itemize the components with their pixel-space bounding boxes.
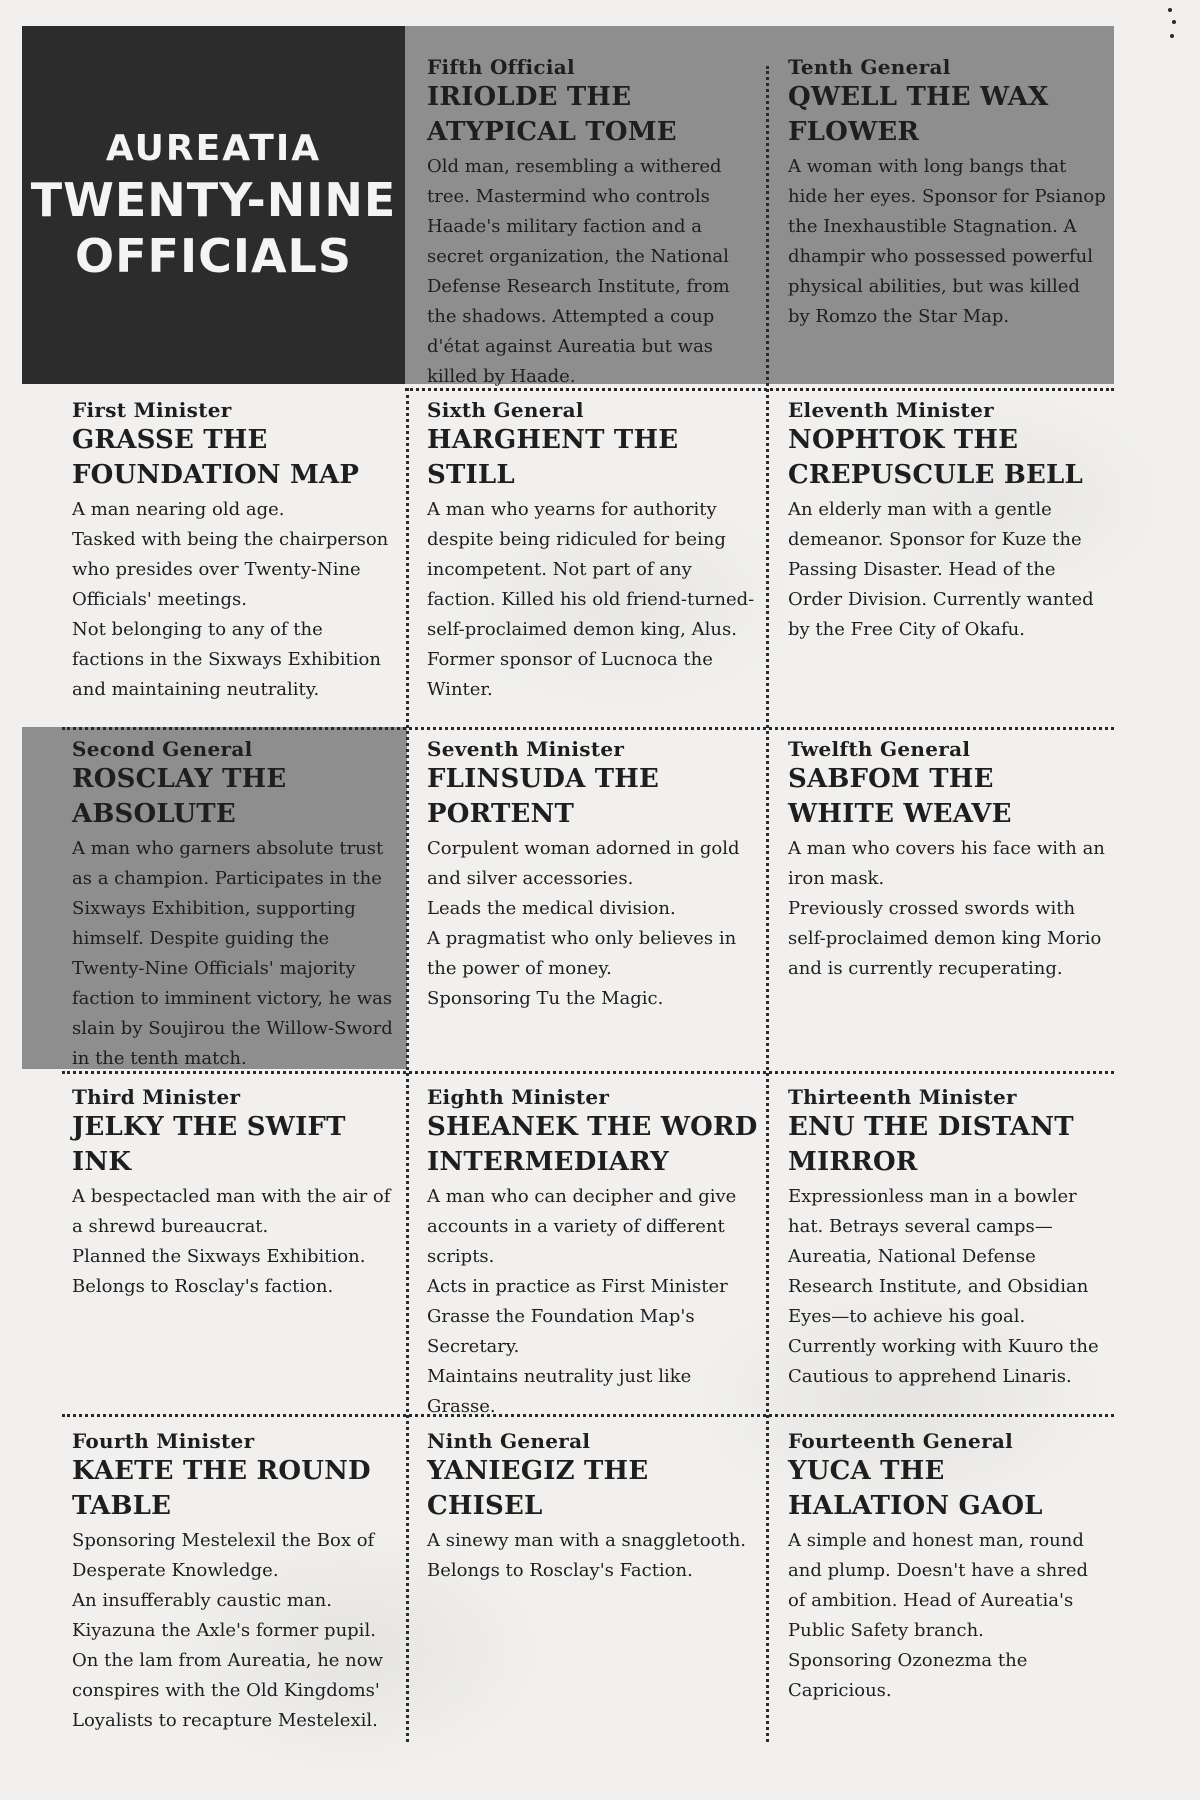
page-title-box: [22, 26, 405, 384]
ink-speck: [1170, 34, 1174, 38]
official-description: A man who can decipher and give accounts in a variety of different scripts. Acts in practice as First Minister Grasse the Foundation Map's Secretary. Maintains neutrality just like Grasse.: [427, 1186, 737, 1417]
official-name: ROSCLAY THE ABSOLUTE: [72, 764, 287, 829]
official-description: A man who garners absolute trust as a champion. Participates in the Sixways Exhibition, supporting himself. Despite guiding the Twenty-Nine Officials' majority faction to imminent victory, he was slain by Soujirou the Willow-Sword in the tenth match.: [72, 838, 393, 1069]
official-card: [768, 708, 1114, 1068]
official-name: SHEANEK THE WORD INTERMEDIARY: [427, 1112, 758, 1177]
official-card: [407, 26, 766, 387]
official-name: GRASSE THE FOUNDATION MAP: [72, 425, 360, 490]
official-name: NOPHTOK THE CREPUSCULE BELL: [788, 425, 1083, 490]
official-description: A woman with long bangs that hide her eyes. Sponsor for Psianop the Inexhaustible Stagnation. A dhampir who possessed powerful physical abilities, but was killed by Romzo the Star Map.: [788, 156, 1106, 327]
official-role: First Minister: [72, 398, 232, 422]
official-description: A bespectacled man with the air of a shrewd bureaucrat. Planned the Sixways Exhibition. Belongs to Rosclay's faction.: [72, 1186, 391, 1297]
title-line-2: TWENTY-NINE: [30, 173, 397, 227]
official-role: Ninth General: [427, 1429, 591, 1453]
official-description: A man who yearns for authority despite being ridiculed for being incompetent. Not part of any faction. Killed his old friend-turned-self-proclaimed demon king, Alus. Former sponsor of Lucnoca the Winter.: [427, 499, 755, 700]
official-role: Seventh Minister: [427, 737, 625, 761]
official-name: IRIOLDE THE ATYPICAL TOME: [427, 82, 677, 147]
title-line-3: OFFICIALS: [75, 229, 352, 283]
official-card: [768, 1400, 1114, 1750]
officials-page: [22, 26, 1114, 1750]
official-role: Fourteenth General: [788, 1429, 1014, 1453]
official-name: FLINSUDA THE PORTENT: [427, 764, 660, 829]
official-role: Fourth Minister: [72, 1429, 255, 1453]
official-description: Sponsoring Mestelexil the Box of Desperate Knowledge. An insufferably caustic man. Kiyazuna the Axle's former pupil. On the lam from Aureatia, he now conspires with the Old Kingdoms' Loyalists to recapture Mestelexil.: [72, 1530, 383, 1731]
official-role: Twelfth General: [788, 737, 971, 761]
official-description: A sinewy man with a snaggletooth. Belongs to Rosclay's Faction.: [427, 1530, 747, 1581]
official-card: [22, 1400, 406, 1750]
official-name: SABFOM THE WHITE WEAVE: [788, 764, 1012, 829]
official-name: QWELL THE WAX FLOWER: [788, 82, 1049, 147]
official-card: [22, 708, 406, 1068]
official-description: A man nearing old age. Tasked with being the chairperson who presides over Twenty-Nine Officials' meetings. Not belonging to any of the factions in the Sixways Exhibition and maintaining neutrality.: [72, 499, 389, 700]
official-card: [768, 26, 1114, 384]
official-card: [22, 1056, 406, 1414]
official-card: [407, 1400, 766, 1750]
official-description: An elderly man with a gentle demeanor. Sponsor for Kuze the Passing Disaster. Head of the Order Division. Currently wanted by the Free City of Okafu.: [788, 499, 1094, 640]
official-card: [407, 708, 766, 1068]
official-role: Second General: [72, 737, 253, 761]
official-role: Eleventh Minister: [788, 398, 994, 422]
official-name: JELKY THE SWIFT INK: [72, 1112, 346, 1177]
official-description: Expressionless man in a bowler hat. Betrays several camps—Aureatia, National Defense Research Institute, and Obsidian Eyes—to achieve his goal. Currently working with Kuuro the Cautious to apprehend Linaris.: [788, 1186, 1099, 1387]
official-card: [407, 369, 766, 727]
title-line-1: AUREATIA: [105, 128, 322, 169]
ink-speck: [1168, 8, 1172, 12]
official-role: Thirteenth Minister: [788, 1085, 1017, 1109]
official-role: Fifth Official: [427, 55, 575, 79]
official-description: A man who covers his face with an iron mask. Previously crossed swords with self-proclaimed demon king Morio and is currently recuperating.: [788, 838, 1105, 979]
official-description: Corpulent woman adorned in gold and silver accessories. Leads the medical division. A pragmatist who only believes in the power of money. Sponsoring Tu the Magic.: [427, 838, 740, 1009]
official-name: YUCA THE HALATION GAOL: [788, 1456, 1043, 1521]
official-card: [768, 369, 1114, 727]
official-name: YANIEGIZ THE CHISEL: [427, 1456, 649, 1521]
official-role: Sixth General: [427, 398, 584, 422]
official-role: Tenth General: [788, 55, 951, 79]
official-name: KAETE THE ROUND TABLE: [72, 1456, 371, 1521]
official-role: Third Minister: [72, 1085, 241, 1109]
official-description: Old man, resembling a withered tree. Mastermind who controls Haade's military faction and a secret organization, the National Defense Research Institute, from the shadows. Attempted a coup d'état against Aureatia but was killed by Haade.: [427, 156, 730, 387]
official-description: A simple and honest man, round and plump. Doesn't have a shred of ambition. Head of Aureatia's Public Safety branch. Sponsoring Ozonezma the Capricious.: [788, 1530, 1089, 1701]
official-name: HARGHENT THE STILL: [427, 425, 679, 490]
official-role: Eighth Minister: [427, 1085, 610, 1109]
ink-speck: [1172, 20, 1176, 24]
official-card: [768, 1056, 1114, 1414]
official-card: [407, 1056, 766, 1417]
official-card: [22, 369, 406, 727]
official-name: ENU THE DISTANT MIRROR: [788, 1112, 1074, 1177]
